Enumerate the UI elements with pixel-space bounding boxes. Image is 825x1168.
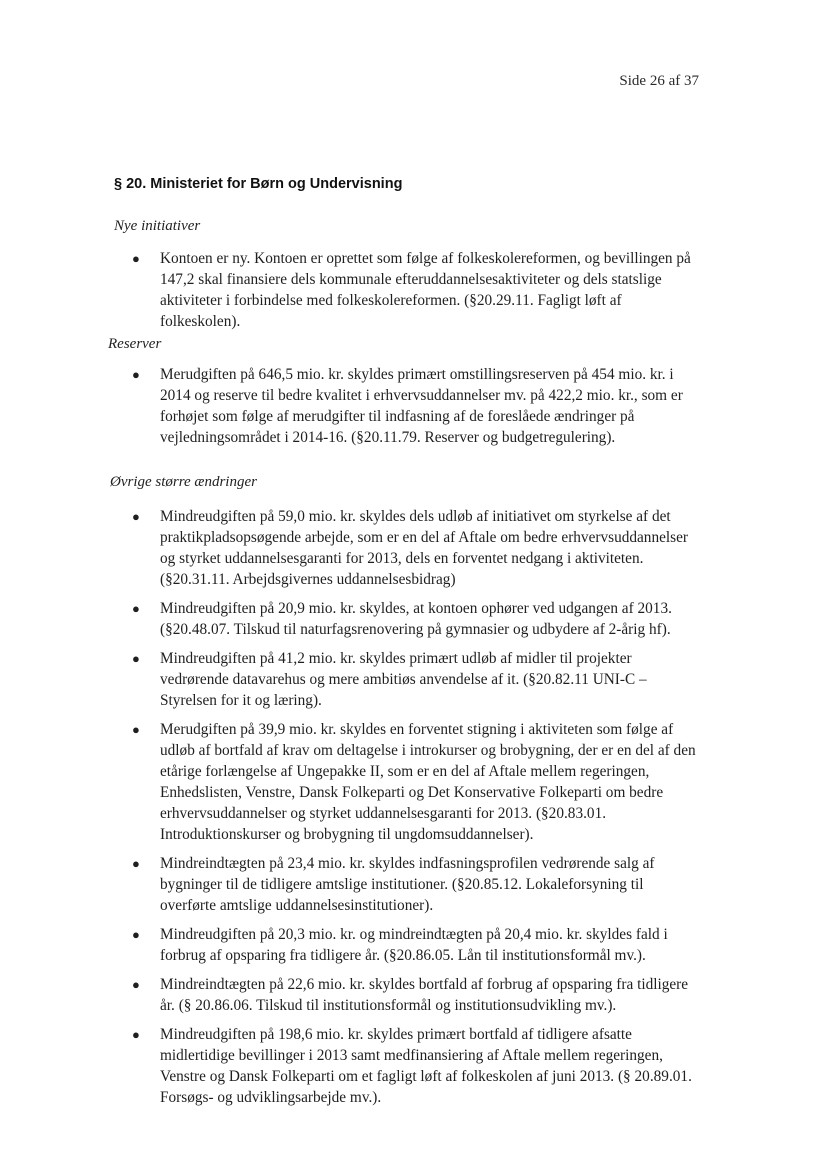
list-item	[132, 924, 700, 966]
page-number: Side 26 af 37	[619, 73, 699, 89]
bullet-icon: ●	[132, 509, 140, 524]
bullet-icon: ●	[132, 856, 140, 871]
bullet-icon: ●	[132, 601, 140, 616]
list-item	[132, 648, 700, 711]
subheading-oevrige-stoerre-aendringer: Øvrige større ændringer	[110, 474, 257, 490]
section-heading: § 20. Ministeriet for Børn og Undervisning	[114, 176, 403, 192]
bullet-icon: ●	[132, 367, 140, 382]
list-item	[132, 364, 700, 448]
bullet-icon: ●	[132, 251, 140, 266]
bullet-icon: ●	[132, 977, 140, 992]
bullet-icon: ●	[132, 927, 140, 942]
list-item	[132, 506, 700, 590]
list-item-text: Merudgiften på 646,5 mio. kr. skyldes primært omstillingsreserven på 454 mio. kr. i 2014 og reserve til bedre kvalitet i erhvervsuddannelser mv. på 422,2 mio. kr., som er forhøjet som følge af merudgifter til indfasning af de foreslåede ændringer på vejledningsområdet i 2014-16. (§20.11.79. Reserver og budgetregulering).	[160, 366, 683, 446]
bullet-list-oevrige	[0, 506, 825, 1108]
list-item-text: Mindreudgiften på 41,2 mio. kr. skyldes primært udløb af midler til projekter vedrørende datavarehus og mere ambitiøs anvendelse af it. (§20.82.11 UNI-C – Styrelsen for it og læring).	[160, 650, 647, 709]
subheading-reserver: Reserver	[108, 336, 162, 352]
bullet-icon: ●	[132, 722, 140, 737]
list-item	[132, 598, 700, 640]
list-item-text: Mindreudgiften på 59,0 mio. kr. skyldes dels udløb af initiativet om styrkelse af det praktikpladsopsøgende arbejde, som er en del af Aftale om bedre erhvervsuddannelser og styrket uddannelsesgaranti for 2013, dels en forventet nedgang i aktiviteten. (§20.31.11. Arbejdsgivernes uddannelsesbidrag)	[160, 508, 688, 588]
list-item-text: Mindreudgiften på 198,6 mio. kr. skyldes primært bortfald af tidligere afsatte midlertidige bevillinger i 2013 samt medfinansiering af Aftale mellem regeringen, Venstre og Dansk Folkeparti om et fagligt løft af folkeskolen af juni 2013. (§ 20.89.01. Forsøgs- og udviklingsarbejde mv.).	[160, 1026, 692, 1106]
list-item-text: Mindreindtægten på 23,4 mio. kr. skyldes indfasningsprofilen vedrørende salg af bygninger til de tidligere amtslige institutioner. (§20.85.12. Lokaleforsyning til overførte amtslige uddannelsesinstitutioner).	[160, 855, 655, 914]
list-item	[132, 719, 700, 845]
list-item-text: Kontoen er ny. Kontoen er oprettet som følge af folkeskolereformen, og bevillingen på 147,2 skal finansiere dels kommunale efteruddannelsesaktiviteter og dels statslige aktiviteter i forbindelse med folkeskolereformen. (§20.29.11. Fagligt løft af folkeskolen).	[160, 250, 691, 330]
bullet-icon: ●	[132, 651, 140, 666]
list-item-text: Mindreudgiften på 20,9 mio. kr. skyldes, at kontoen ophører ved udgangen af 2013. (§20.48.07. Tilskud til naturfagsrenovering på gymnasier og udbydere af 2-årig hf).	[160, 600, 672, 638]
bullet-list-reserver	[0, 364, 825, 448]
bullet-list-nye-initiativer	[0, 248, 825, 332]
list-item	[132, 1024, 700, 1108]
list-item-text: Mindreudgiften på 20,3 mio. kr. og mindreindtægten på 20,4 mio. kr. skyldes fald i forbrug af opsparing fra tidligere år. (§20.86.05. Lån til institutionsformål mv.).	[160, 926, 668, 964]
list-item-text: Mindreindtægten på 22,6 mio. kr. skyldes bortfald af forbrug af opsparing fra tidligere år. (§ 20.86.06. Tilskud til institutionsformål og institutionsudvikling mv.).	[160, 976, 689, 1014]
list-item	[132, 974, 700, 1016]
bullet-icon: ●	[132, 1027, 140, 1042]
list-item-text: Merudgiften på 39,9 mio. kr. skyldes en forventet stigning i aktiviteten som følge af udløb af bortfald af krav om deltagelse i introkurser og brobygning, der er en del af den etårige forlængelse af Ungepakke II, som er en del af Aftale mellem regeringen, Enhedslisten, Venstre, Dansk Folkeparti og Det Konservative Folkeparti om bedre erhvervsuddannelser og styrket uddannelsesgaranti for 2013. (§20.83.01. Introduktionskurser og brobygning til ungdomsuddannelser).	[160, 721, 696, 843]
subheading-nye-initiativer: Nye initiativer	[114, 218, 201, 234]
list-item	[132, 248, 700, 332]
list-item	[132, 853, 700, 916]
